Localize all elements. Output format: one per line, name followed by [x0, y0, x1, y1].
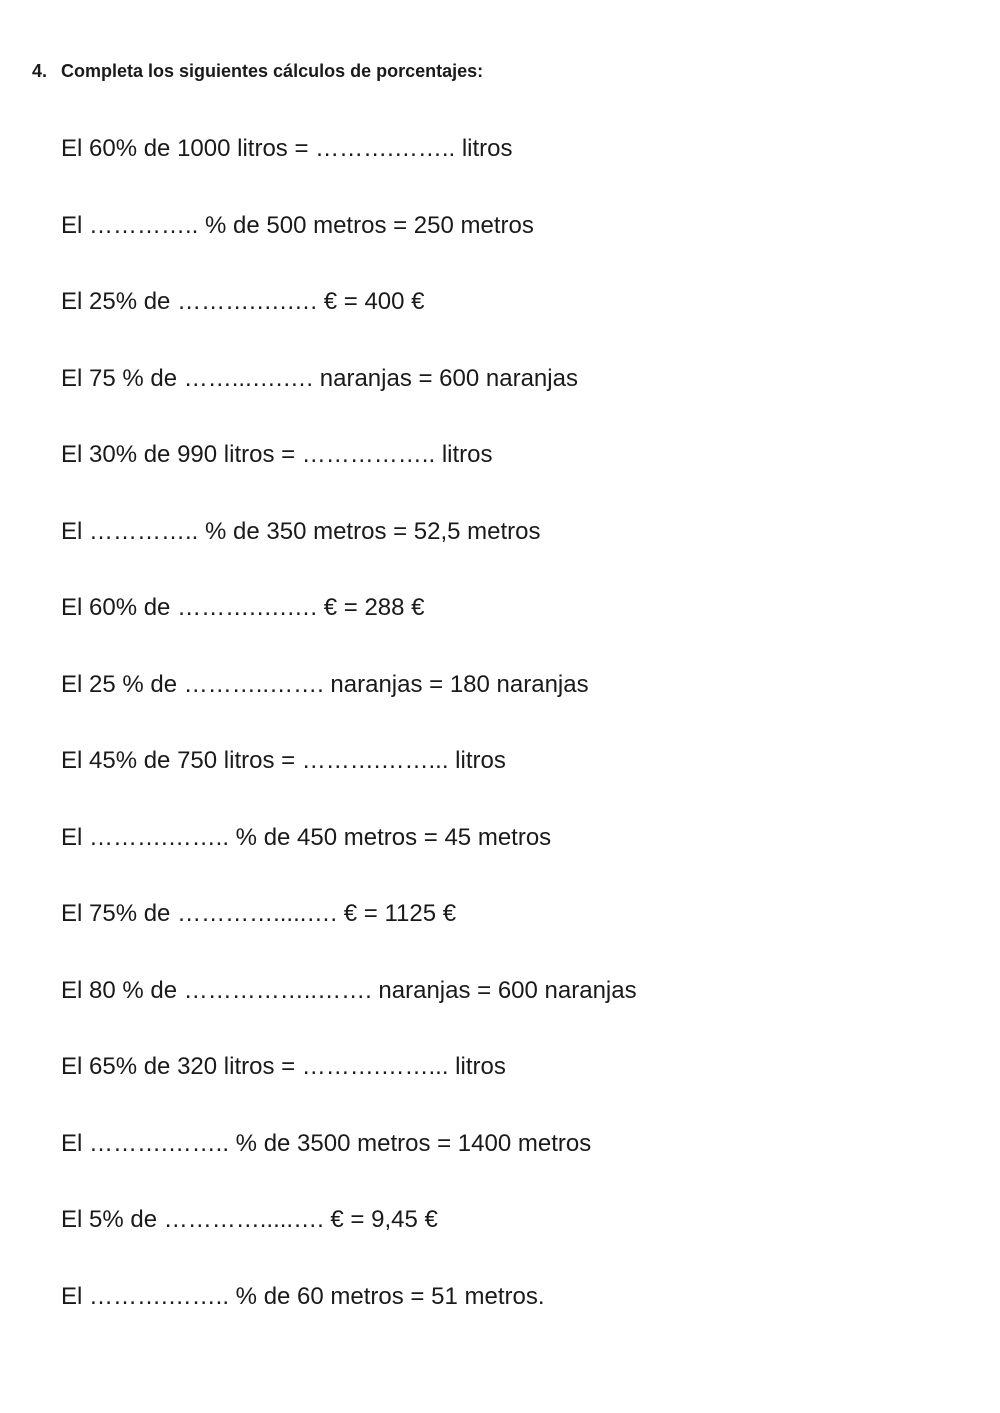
calculation-item-8: El 25 % de ………..……. naranjas = 180 naranjas: [61, 670, 589, 698]
calculation-item-14: El ……….…….. % de 3500 metros = 1400 metros: [61, 1129, 592, 1157]
calculation-item-7: El 60% de ……….….…. € = 288 €: [61, 594, 425, 621]
calculation-item-12: El 80 % de ……………..……. naranjas = 600 naranjas: [61, 976, 637, 1004]
exercise-heading: [32, 61, 483, 82]
calculation-item-6: El ………….. % de 350 metros = 52,5 metros: [61, 517, 541, 545]
calculation-item-13: El 65% de 320 litros = ……….……... litros: [61, 1053, 506, 1080]
exercise-instruction: Completa los siguientes cálculos de porcentajes:: [61, 61, 484, 81]
calculation-item-5: El 30% de 990 litros = …………….. litros: [61, 441, 493, 468]
calculation-item-16: El ……….…….. % de 60 metros = 51 metros.: [61, 1282, 545, 1310]
calculation-item-3: El 25% de ……….….…. € = 400 €: [61, 288, 425, 315]
calculation-item-9: El 45% de 750 litros = ……….……... litros: [61, 747, 506, 774]
calculation-item-10: El ……….…….. % de 450 metros = 45 metros: [61, 823, 552, 851]
calculation-item-4: El 75 % de ……...….…. naranjas = 600 naranjas: [61, 364, 578, 392]
calculation-item-11: El 75% de ………….....…. € = 1125 €: [61, 900, 457, 927]
calculation-list: [61, 134, 637, 1358]
calculation-item-15: El 5% de ………….....…. € = 9,45 €: [61, 1206, 438, 1233]
exercise-number: 4.: [32, 61, 48, 81]
calculation-item-1: El 60% de 1000 litros = ……….…….. litros: [61, 135, 513, 162]
calculation-item-2: El ………….. % de 500 metros = 250 metros: [61, 211, 534, 239]
